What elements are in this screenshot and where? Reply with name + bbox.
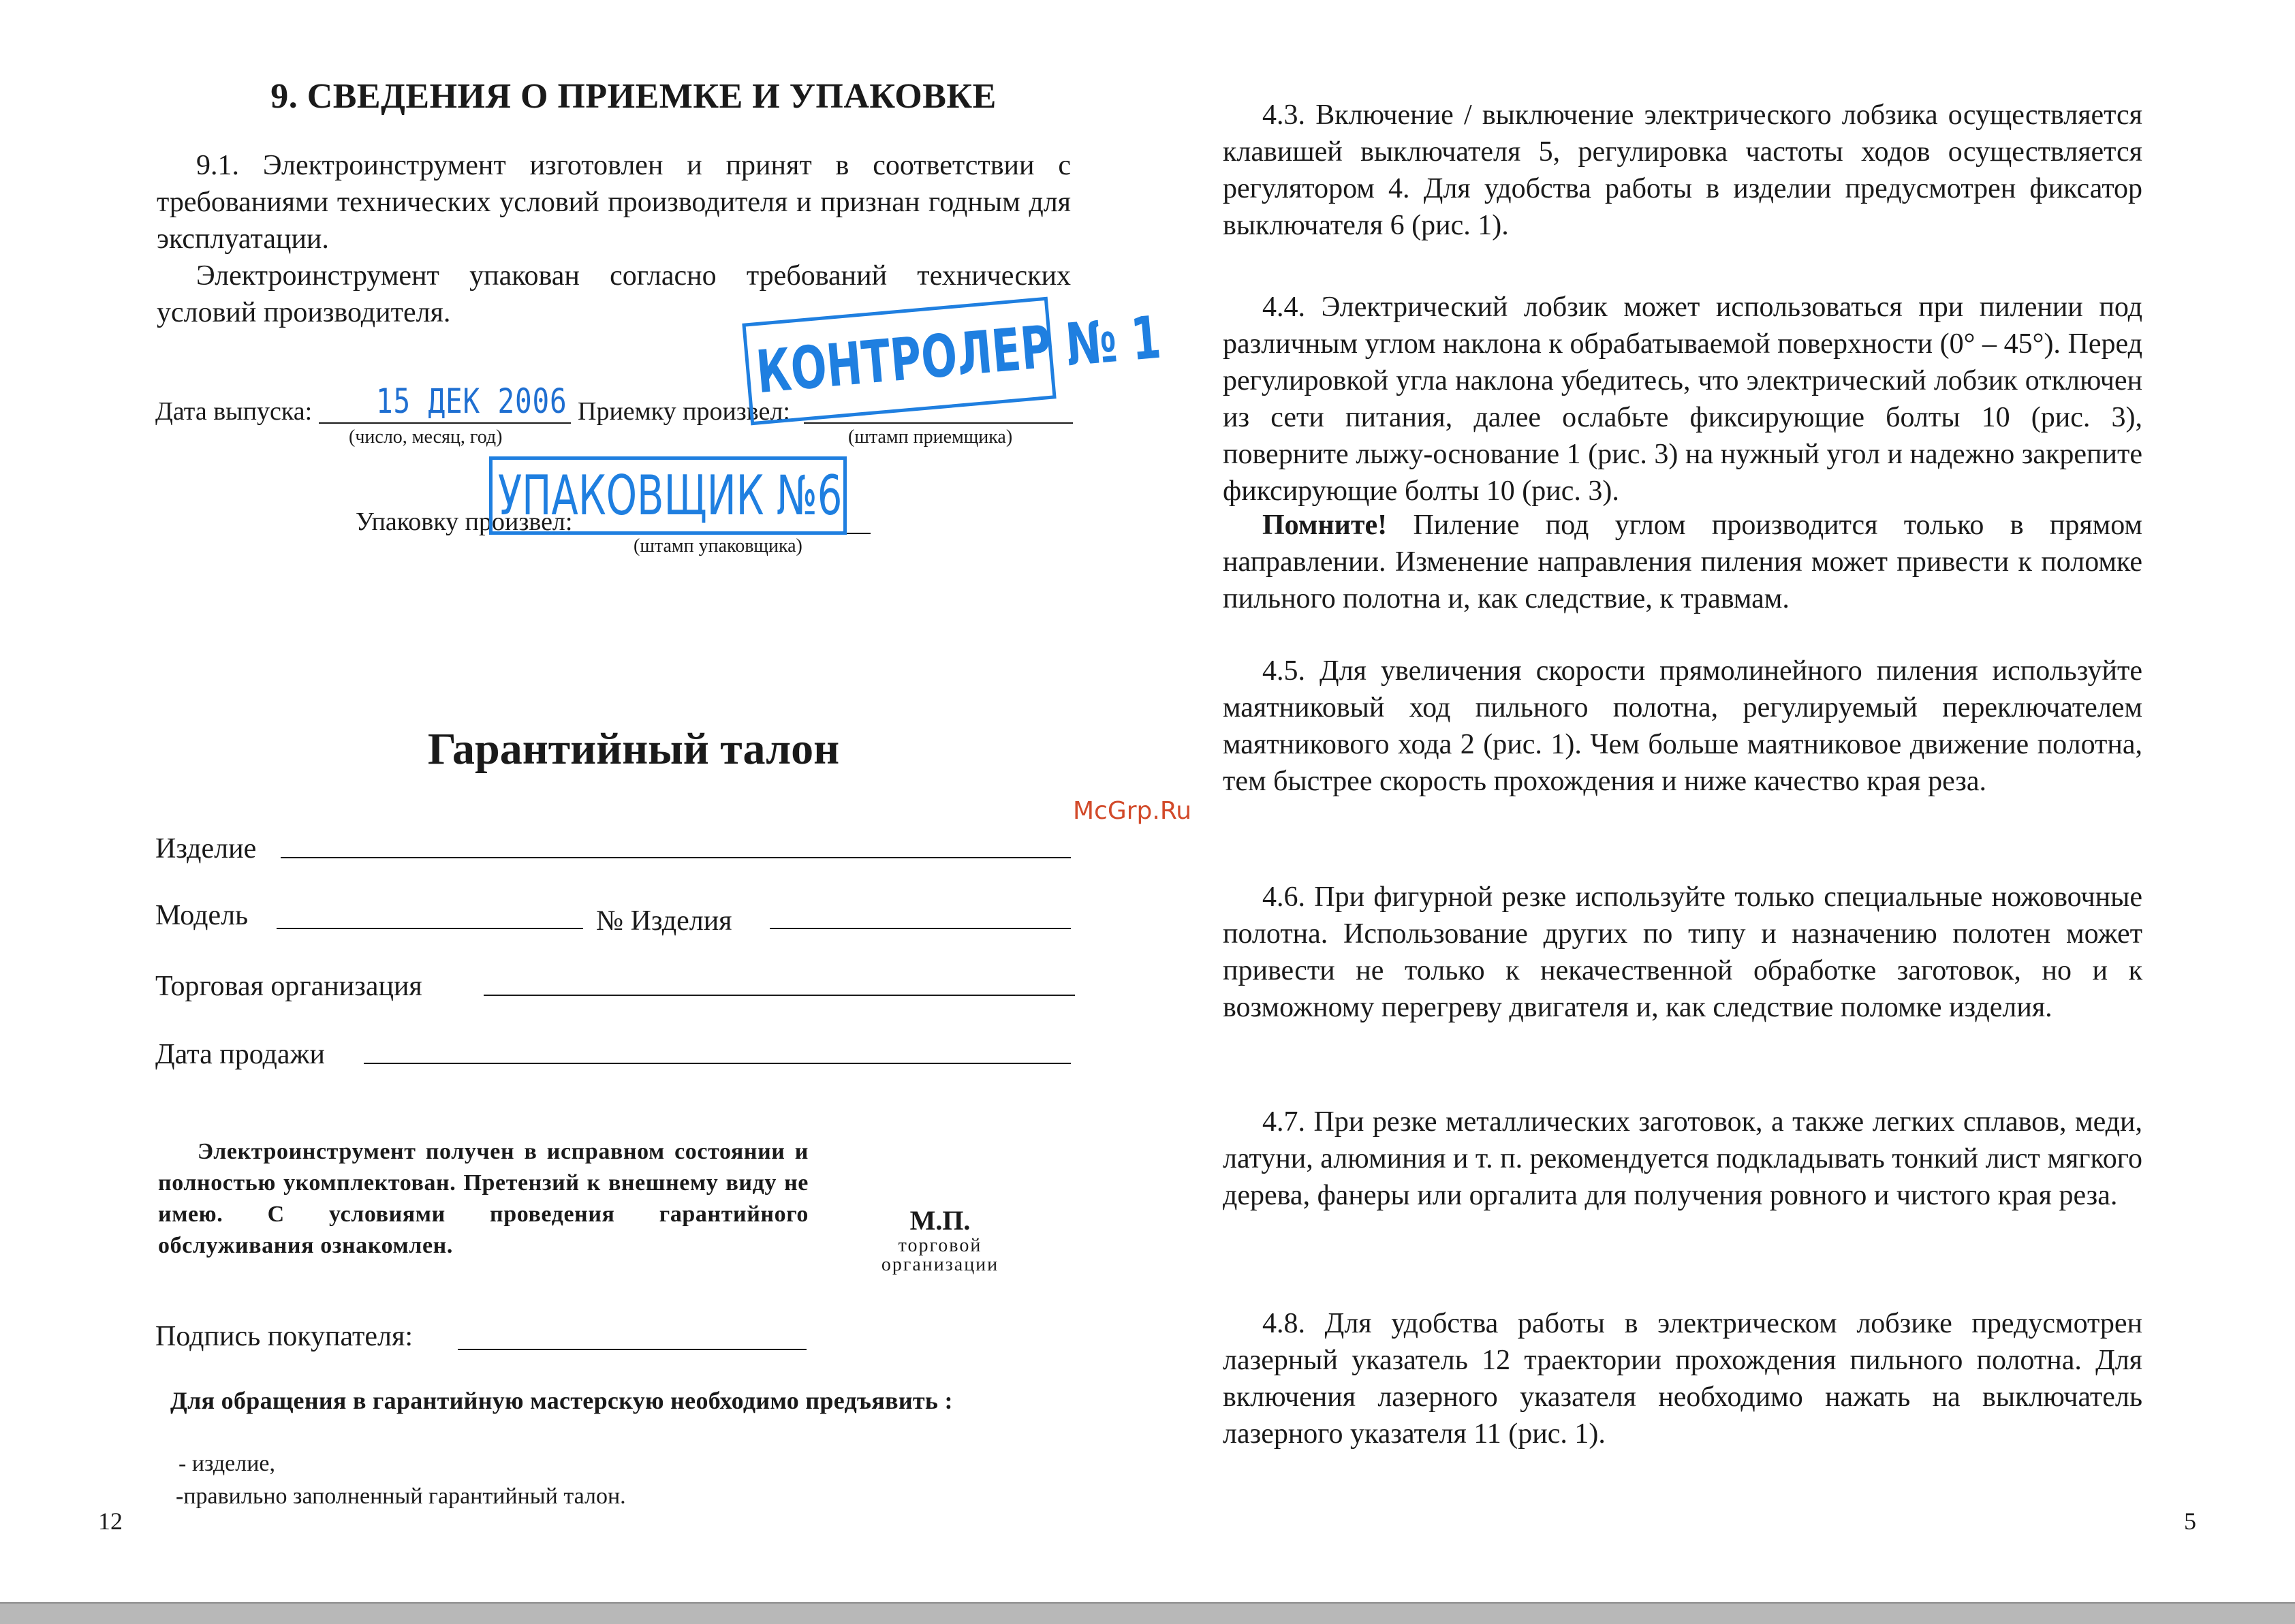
warranty-card-title: Гарантийный талон [427, 724, 840, 774]
packing-caption: (штамп упаковщика) [634, 535, 802, 557]
seal-title: М.П. [909, 1205, 971, 1236]
bottom-edge [0, 1602, 2295, 1624]
release-date-line [319, 422, 571, 424]
field-sale-date-line[interactable] [364, 1063, 1071, 1064]
packer-stamp: УПАКОВЩИК №6 [489, 456, 847, 535]
controller-stamp: КОНТРОЛЕР № 1 [742, 297, 1056, 426]
acceptance-label: Приемку произвел: [578, 397, 790, 426]
buyer-signature-label: Подпись покупателя: [155, 1321, 413, 1352]
field-product-label: Изделие [155, 833, 257, 864]
field-model-label: Модель [155, 900, 249, 931]
field-trade-org-line[interactable] [484, 995, 1075, 996]
page-number-right: 5 [2184, 1508, 2196, 1535]
seal-sub-1: торговой [898, 1235, 982, 1256]
paragraph-9-1: 9.1. Электроинструмент изготовлен и принят в соответствии с требованиями технических условий производителя и признан годным для эксплуатации. [157, 150, 1071, 255]
paragraph-4-5: 4.5. Для увеличения скорости прямолинейного пиления используйте маятниковый ход пильного полотна, регулируемый переключателем маятникового хода 2 (рис. 1). Чем больше маятниковое движение полотна, тем быстрее скорость прохождения и ниже качество края реза. [1223, 655, 2142, 797]
paragraph-packed: Электроинструмент упакован согласно требований технических условий производителя. [157, 260, 1071, 328]
page-number-left: 12 [98, 1508, 123, 1535]
field-serial-line[interactable] [770, 928, 1071, 929]
paragraph-4-4: 4.4. Электрический лобзик может использоваться при пилении под различным углом наклона к обрабатываемой поверхности (0° – 45°). Перед регулировкой угла наклона убедитесь, что электрический лобзик отключен из сети питания, далее ослабьте фиксирующие болты 10 (рис. 3), поверните лыжу-основание 1 (рис. 3) на нужный угол и надежно закрепите фиксирующие болты 10 (рис. 3). [1223, 292, 2142, 507]
customer-statement: Электроинструмент получен в исправном состоянии и полностью укомплектован. Претензий к внешнему виду не имею. С условиями проведения гарантийного обслуживания ознакомлен. [158, 1139, 809, 1258]
paragraph-4-8: 4.8. Для удобства работы в электрическом лобзике предусмотрен лазерный указатель 12 траектории прохождения пильного полотна. Для включения лазерного указателя необходимо нажать на выключатель лазерного указателя 11 (рис. 1). [1223, 1308, 2142, 1450]
paragraph-4-6: 4.6. При фигурной резке используйте только специальные ножовочные полотна. Использование других по типу и назначению полотен может привести не только к некачественной обработке заготовок, но и к возможному перегреву двигателя и, как следствие поломке изделия. [1223, 881, 2142, 1023]
seal-sub-2: организации [881, 1254, 999, 1275]
paragraph-4-7: 4.7. При резке металлических заготовок, а также легких сплавов, меди, латуни, алюминия и т. п. рекомендуется подкладывать тонкий лист мягкого дерева, фанеры или оргалита для получения ровного и чистого края реза. [1223, 1106, 2142, 1211]
acceptance-caption: (штамп приемщика) [848, 426, 1013, 448]
paragraph-4-3: 4.3. Включение / выключение электрического лобзика осуществляется клавишей выключателя 5, регулировка частоты ходов осуществляется регулятором 4. Для удобства работы в изделии предусмотрен фиксатор выключателя 6 (рис. 1). [1223, 99, 2142, 241]
service-requirement: Для обращения в гарантийную мастерскую необходимо предъявить : [170, 1387, 953, 1414]
section-title: 9. СВЕДЕНИЯ О ПРИЕМКЕ И УПАКОВКЕ [270, 77, 997, 116]
field-serial-label: № Изделия [596, 905, 732, 937]
release-date-stamp: 15 ДЕК 2006 [376, 381, 567, 421]
packing-label: Упаковку произвел: [356, 507, 573, 536]
field-trade-org-label: Торговая организация [155, 971, 422, 1002]
acceptance-line [804, 422, 1073, 424]
seal-placeholder [879, 1204, 1001, 1275]
remember-bold: Помните! [1262, 510, 1388, 541]
release-date-label: Дата выпуска: [155, 397, 313, 426]
field-sale-date-label: Дата продажи [155, 1039, 325, 1070]
buyer-signature-line[interactable] [458, 1349, 807, 1350]
paragraph-remember [1223, 507, 2142, 617]
field-model-line[interactable] [277, 928, 583, 929]
watermark: McGrp.Ru [1073, 797, 1192, 825]
release-date-caption: (число, месяц, год) [349, 426, 503, 448]
requirement-item: -правильно заполненный гарантийный талон. [176, 1484, 626, 1509]
requirement-item: - изделие, [178, 1451, 275, 1476]
remember-text: Пиление под углом производится только в прямом направлении. Изменение направления пиления может привести к поломке пильного полотна и, как следствие, к травмам. [1223, 510, 2142, 614]
field-product-line[interactable] [281, 857, 1071, 858]
